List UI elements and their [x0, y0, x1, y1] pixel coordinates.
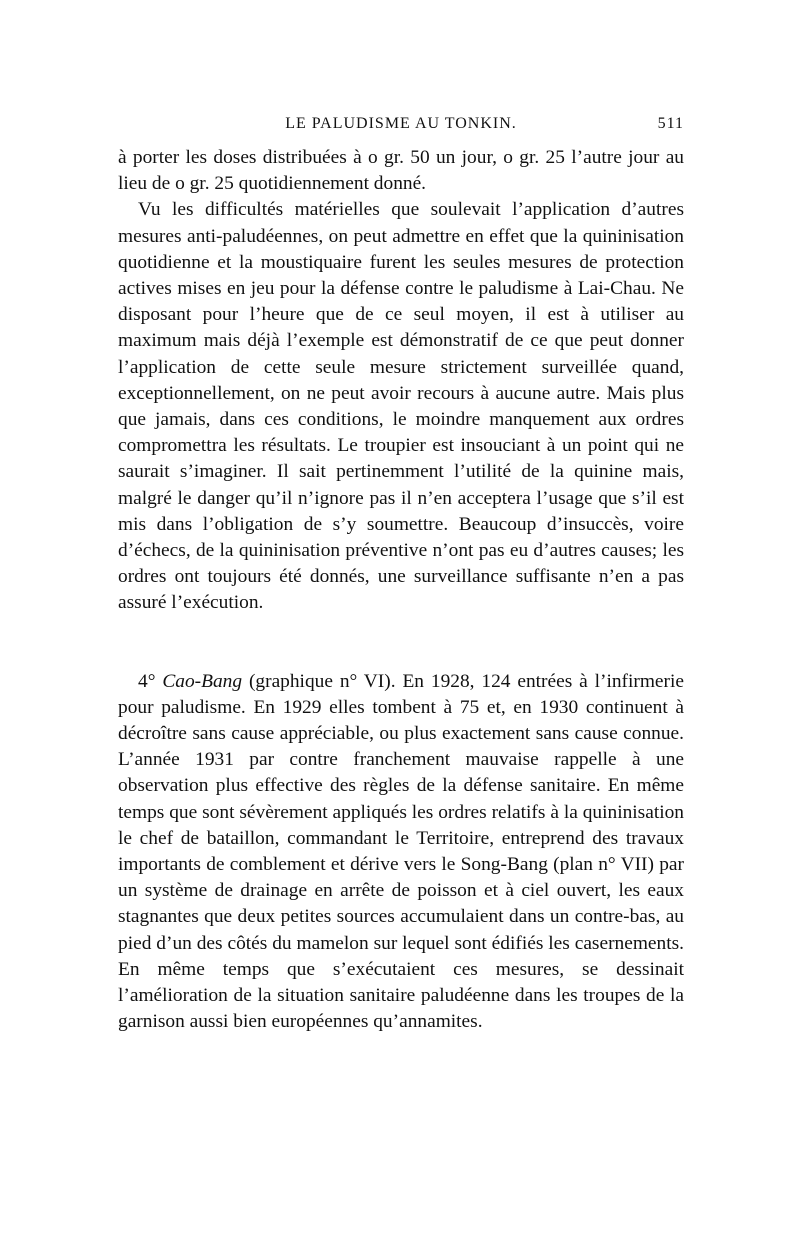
section-text: (graphique n° VI). En 1928, 124 entrées à l’infirmerie pour paludisme. En 1929 elles tombent à 75 et, en 1930 continuent à décroître sans cause appréciable, ou plus exactement sans cause connue. L’année 1931 par contre franchement mauvaise rappelle à une observation plus effective des règles de la défense sanitaire. En même temps que sont sévèrement appliqués les ordres relatifs à la quininisation le chef de bataillon, commandant le Territoire, entreprend des travaux importants de comblement et dérive vers le Song-Bang (plan n° VII) par un système de drainage en arrête de poisson et à ciel ouvert, les eaux stagnantes que deux petites sources accumulaient dans un contre-bas, au pied d’un des côtés du mamelon sur lequel sont édifiés les casernements. En même temps que s’exécutaient ces mesures, se dessinait l’amélioration de la situation sanitaire paludéenne dans les troupes de la garnison aussi bien européennes qu’annamites.: [118, 670, 684, 1033]
paragraph-gap: [118, 617, 684, 669]
paragraph-continued: à porter les doses distribuées à o gr. 50 un jour, o gr. 25 l’autre jour au lieu de o gr. 25 quotidiennement donné.: [118, 147, 684, 195]
paragraph-cao-bang: [118, 669, 684, 1036]
paragraph-lai-chau: Vu les difficultés matérielles que soulevait l’application d’autres mesures anti-paludéennes, on peut admettre en effet que la quininisation quotidienne et la moustiquaire furent les seules mesures de protection actives mises en jeu pour la défense contre le paludisme à Lai-Chau. Ne disposant pour l’heure que de ce seul moyen, il est à utiliser au maximum mais déjà l’exemple est démonstratif de ce que peut donner l’application de cette seule mesure strictement surveillée quand, exceptionnellement, on ne peut avoir recours à aucune autre. Mais plus que jamais, dans ces conditions, le moindre manquement aux ordres compromettra les résultats. Le troupier est insouciant à un point qui ne saurait s’imaginer. Il sait pertinemment l’utilité de la quinine mais, malgré le danger qu’il n’ignore pas il n’en acceptera l’usage que s’il est mis dans l’obligation de s’y soumettre. Beaucoup d’insuccès, voire d’échecs, de la quininisation préventive n’ont pas eu d’autres causes; les ordres ont toujours été donnés, une surveillance suffisante n’en a pas assuré l’exécution.: [118, 199, 684, 614]
book-page: [118, 115, 684, 1036]
section-place-name: Cao-Bang: [162, 670, 243, 692]
running-title: LE PALUDISME AU TONKIN.: [285, 115, 517, 132]
running-head: [118, 115, 684, 145]
page-number: 511: [657, 115, 684, 132]
section-number: 4°: [138, 670, 156, 692]
